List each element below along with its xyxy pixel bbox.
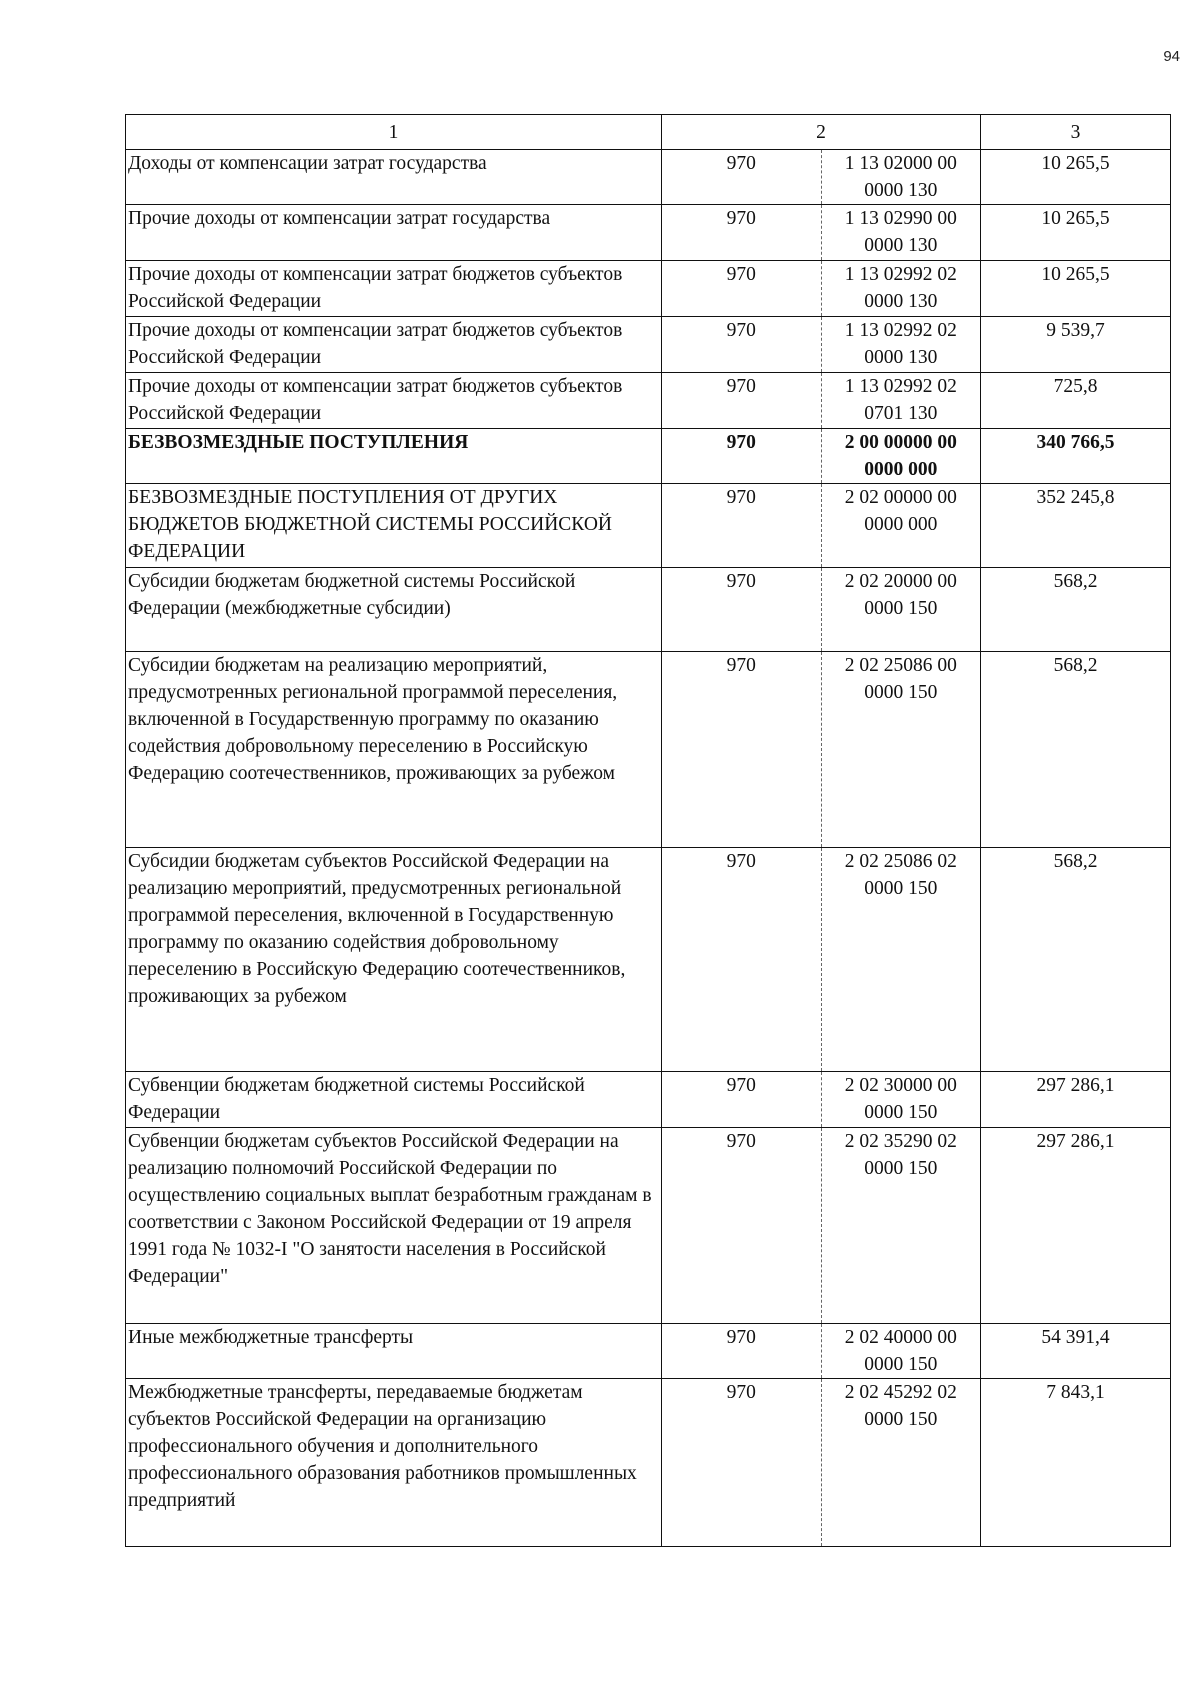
row-amount: 297 286,1 — [981, 1128, 1171, 1324]
row-admin-code: 970 — [662, 429, 822, 484]
row-name: Прочие доходы от компенсации затрат бюджетов субъектов Российской Федерации — [126, 373, 662, 429]
row-budget-code: 2 02 45292 02 0000 150 — [821, 1379, 981, 1547]
revenue-table — [125, 114, 1171, 1547]
row-amount: 340 766,5 — [981, 429, 1171, 484]
row-budget-code: 2 02 40000 00 0000 150 — [821, 1324, 981, 1379]
row-admin-code: 970 — [662, 317, 822, 373]
row-name: Доходы от компенсации затрат государства — [126, 150, 662, 205]
row-admin-code: 970 — [662, 484, 822, 568]
row-admin-code: 970 — [662, 205, 822, 261]
row-name: БЕЗВОЗМЕЗДНЫЕ ПОСТУПЛЕНИЯ — [126, 429, 662, 484]
row-budget-code: 1 13 02990 00 0000 130 — [821, 205, 981, 261]
table-row — [126, 1072, 1171, 1128]
table-header-row — [126, 115, 1171, 150]
row-admin-code: 970 — [662, 373, 822, 429]
row-budget-code: 2 02 00000 00 0000 000 — [821, 484, 981, 568]
row-admin-code: 970 — [662, 261, 822, 317]
row-amount: 9 539,7 — [981, 317, 1171, 373]
table-row — [126, 568, 1171, 652]
row-budget-code: 1 13 02992 02 0000 130 — [821, 317, 981, 373]
row-budget-code: 2 02 25086 00 0000 150 — [821, 652, 981, 848]
row-amount: 725,8 — [981, 373, 1171, 429]
header-col-1: 1 — [126, 115, 662, 150]
header-col-3: 3 — [981, 115, 1171, 150]
row-name: Прочие доходы от компенсации затрат бюджетов субъектов Российской Федерации — [126, 317, 662, 373]
row-admin-code: 970 — [662, 568, 822, 652]
table-row — [126, 1324, 1171, 1379]
row-name: Иные межбюджетные трансферты — [126, 1324, 662, 1379]
row-admin-code: 970 — [662, 848, 822, 1072]
row-name: Субсидии бюджетам субъектов Российской Федерации на реализацию мероприятий, предусмотренных региональной программой переселения, включенной в Государственную программу по оказанию содействия добровольному переселению в Российскую Федерацию соотечественников, проживающих за рубежом — [126, 848, 662, 1072]
row-name: Прочие доходы от компенсации затрат бюджетов субъектов Российской Федерации — [126, 261, 662, 317]
row-name: Прочие доходы от компенсации затрат государства — [126, 205, 662, 261]
row-admin-code: 970 — [662, 1379, 822, 1547]
table-row — [126, 317, 1171, 373]
row-amount: 568,2 — [981, 568, 1171, 652]
row-amount: 7 843,1 — [981, 1379, 1171, 1547]
row-admin-code: 970 — [662, 1324, 822, 1379]
row-name: Субвенции бюджетам субъектов Российской Федерации на реализацию полномочий Российской Федерации по осуществлению социальных выплат безработным гражданам в соответствии с Законом Российской Федерации от 19 апреля 1991 года № 1032-I "О занятости населения в Российской Федерации" — [126, 1128, 662, 1324]
row-budget-code: 2 00 00000 00 0000 000 — [821, 429, 981, 484]
table-row — [126, 848, 1171, 1072]
row-budget-code: 1 13 02000 00 0000 130 — [821, 150, 981, 205]
table-row — [126, 150, 1171, 205]
row-amount: 54 391,4 — [981, 1324, 1171, 1379]
row-admin-code: 970 — [662, 652, 822, 848]
row-budget-code: 2 02 20000 00 0000 150 — [821, 568, 981, 652]
row-admin-code: 970 — [662, 150, 822, 205]
table-row — [126, 261, 1171, 317]
row-budget-code: 2 02 35290 02 0000 150 — [821, 1128, 981, 1324]
row-amount: 10 265,5 — [981, 150, 1171, 205]
table-row — [126, 1379, 1171, 1547]
row-amount: 10 265,5 — [981, 205, 1171, 261]
row-name: БЕЗВОЗМЕЗДНЫЕ ПОСТУПЛЕНИЯ ОТ ДРУГИХ БЮДЖЕТОВ БЮДЖЕТНОЙ СИСТЕМЫ РОССИЙСКОЙ ФЕДЕРАЦИИ — [126, 484, 662, 568]
row-amount: 568,2 — [981, 652, 1171, 848]
row-budget-code: 2 02 30000 00 0000 150 — [821, 1072, 981, 1128]
row-name: Субвенции бюджетам бюджетной системы Российской Федерации — [126, 1072, 662, 1128]
row-budget-code: 1 13 02992 02 0000 130 — [821, 261, 981, 317]
table-row — [126, 1128, 1171, 1324]
row-amount: 352 245,8 — [981, 484, 1171, 568]
table-row — [126, 205, 1171, 261]
row-amount: 568,2 — [981, 848, 1171, 1072]
table-row — [126, 484, 1171, 568]
row-budget-code: 1 13 02992 02 0701 130 — [821, 373, 981, 429]
row-name: Субсидии бюджетам на реализацию мероприятий, предусмотренных региональной программой переселения, включенной в Государственную программу по оказанию содействия добровольному переселению в Российскую Федерацию соотечественников, проживающих за рубежом — [126, 652, 662, 848]
row-admin-code: 970 — [662, 1128, 822, 1324]
table-row — [126, 373, 1171, 429]
row-admin-code: 970 — [662, 1072, 822, 1128]
table-row — [126, 429, 1171, 484]
row-amount: 297 286,1 — [981, 1072, 1171, 1128]
table-row — [126, 652, 1171, 848]
page-number: 94 — [1163, 48, 1180, 65]
row-budget-code: 2 02 25086 02 0000 150 — [821, 848, 981, 1072]
row-name: Межбюджетные трансферты, передаваемые бюджетам субъектов Российской Федерации на организацию профессионального обучения и дополнительного профессионального образования работников промышленных предприятий — [126, 1379, 662, 1547]
row-name: Субсидии бюджетам бюджетной системы Российской Федерации (межбюджетные субсидии) — [126, 568, 662, 652]
header-col-2: 2 — [662, 115, 981, 150]
row-amount: 10 265,5 — [981, 261, 1171, 317]
